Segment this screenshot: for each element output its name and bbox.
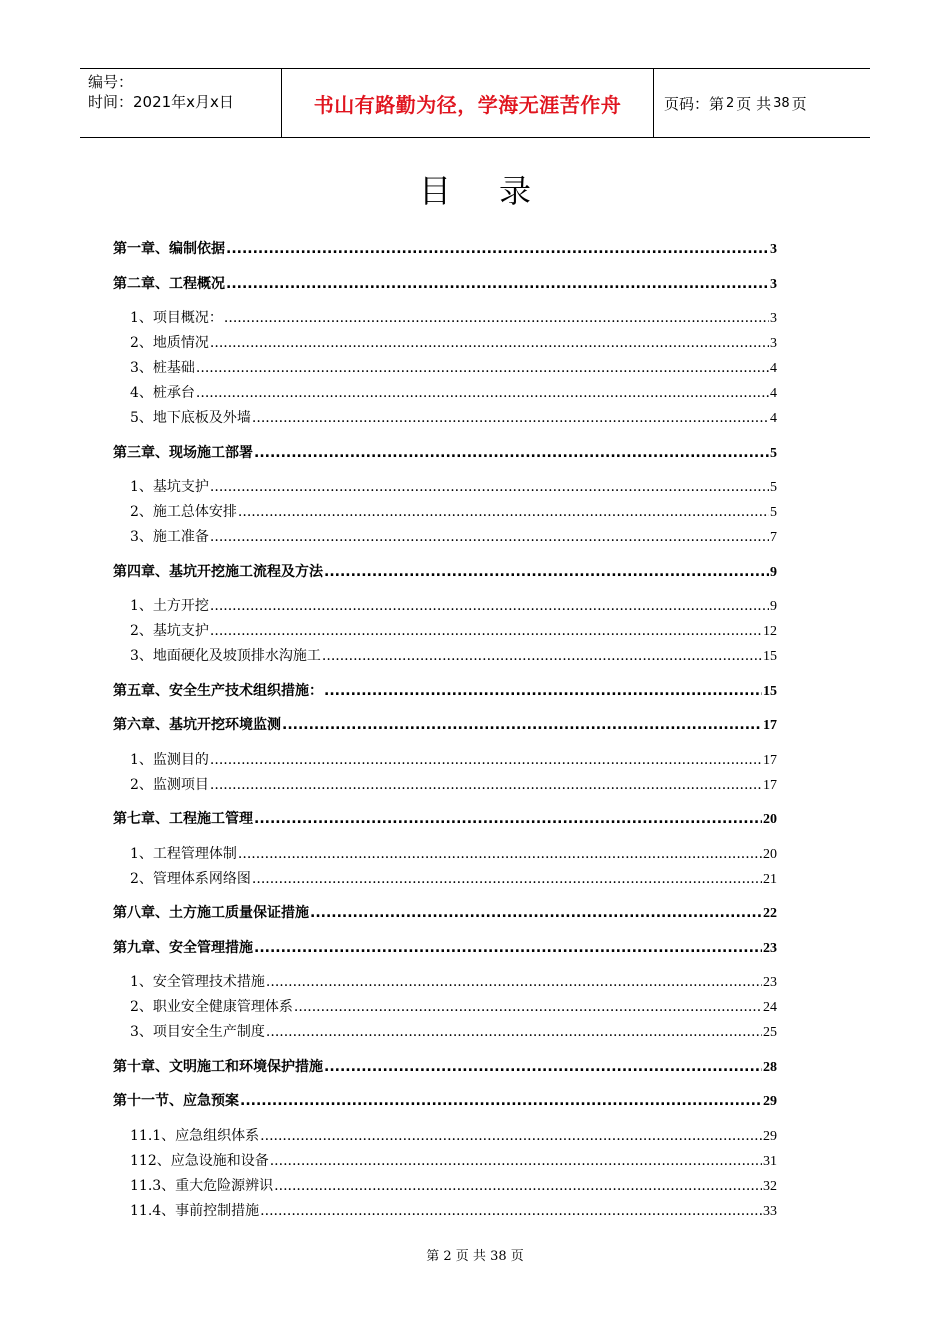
motto-text: 书山有路勤为径，学海无涯苦作舟 [313, 92, 622, 117]
toc-entry-text: 第九章、安全管理措施 [113, 939, 253, 956]
toc-page-number: 32 [763, 1178, 777, 1194]
toc-page-number: 17 [763, 718, 777, 733]
toc-entry-text: 1、安全管理技术措施 [130, 974, 265, 990]
toc-page-number: 5 [770, 445, 777, 461]
header-page-cell [654, 69, 870, 137]
page-suffix: 页 [791, 94, 807, 113]
toc-page-number: 9 [770, 599, 777, 614]
toc-entry-text: 2、地质情况 [130, 335, 209, 351]
toc-leader-dots [324, 561, 769, 583]
toc-leader-dots [310, 902, 762, 924]
toc-entry-text: 11.1、应急组织体系 [130, 1127, 260, 1144]
toc-entry-text: 3、项目安全生产制度 [130, 1024, 265, 1040]
footer-suffix: 页 [510, 1249, 524, 1264]
header-motto-cell [282, 69, 654, 137]
toc-leader-dots [260, 1125, 762, 1147]
toc-page-number: 21 [763, 871, 777, 887]
toc-entry-text: 11.4、事前控制措施 [130, 1202, 260, 1219]
toc-section-entry[interactable] [113, 1125, 777, 1147]
toc-leader-dots [282, 714, 762, 736]
toc-entry-text: 112、应急设施和设备 [130, 1152, 269, 1169]
toc-page-number: 5 [770, 505, 777, 520]
toc-chapter-entry[interactable] [113, 442, 777, 464]
toc-entry-text: 第十章、文明施工和环境保护措施 [113, 1058, 323, 1075]
footer-mid: 页 共 [455, 1249, 486, 1264]
toc-entry-text: 1、土方开挖 [130, 598, 209, 614]
toc-page-number: 15 [763, 649, 777, 664]
page-prefix: 页码：第 [664, 94, 725, 113]
toc-page-number: 15 [763, 683, 777, 699]
toc-leader-dots [196, 382, 769, 404]
toc-leader-dots [254, 808, 762, 830]
toc-section-entry[interactable] [113, 774, 777, 796]
page-total: 38 [773, 95, 790, 111]
toc-page-number: 5 [770, 480, 777, 495]
toc-entry-text: 1、工程管理体制 [130, 845, 237, 862]
toc-chapter-entry[interactable] [113, 714, 777, 736]
toc-section-entry[interactable] [113, 1200, 777, 1222]
toc-entry-text: 第五章、安全生产技术组织措施： [113, 682, 323, 699]
toc-page-number: 3 [770, 276, 777, 292]
toc-leader-dots [210, 774, 762, 796]
toc-leader-dots [252, 868, 762, 890]
page-header [80, 68, 870, 138]
toc-page-number: 12 [763, 624, 777, 639]
toc-section-entry[interactable] [113, 749, 777, 771]
toc-chapter-entry[interactable] [113, 561, 777, 583]
toc-page-number: 17 [763, 777, 777, 793]
toc-leader-dots [266, 971, 762, 993]
toc-section-entry[interactable] [113, 971, 777, 993]
toc-page-number: 22 [763, 906, 777, 921]
toc-page-number: 31 [763, 1153, 777, 1169]
toc-entry-text: 第一章、编制依据 [113, 241, 225, 257]
toc-page-number: 7 [770, 530, 777, 545]
footer-current: 2 [443, 1249, 452, 1264]
toc-page-number: 33 [763, 1203, 777, 1219]
toc-page-number: 9 [770, 564, 777, 580]
toc-section-entry[interactable] [113, 382, 777, 404]
toc-leader-dots [238, 843, 762, 865]
toc-leader-dots [254, 937, 762, 959]
toc-chapter-entry[interactable] [113, 937, 777, 959]
toc-entry-text: 2、管理体系网络图 [130, 870, 251, 887]
toc-leader-dots [266, 1021, 762, 1043]
toc-leader-dots [210, 526, 769, 548]
toc-entry-text: 2、施工总体安排 [130, 504, 237, 520]
toc-entry-text: 第二章、工程概况 [113, 275, 225, 292]
toc-leader-dots [210, 749, 762, 771]
toc-page-number: 3 [770, 242, 777, 257]
toc-leader-dots [274, 1175, 762, 1197]
toc-chapter-entry[interactable] [113, 680, 777, 702]
toc-leader-dots [224, 307, 769, 329]
toc-entry-text: 第三章、现场施工部署 [113, 444, 253, 461]
toc-page-number: 20 [763, 846, 777, 862]
toc-section-entry[interactable] [113, 501, 777, 523]
toc-page-number: 28 [763, 1059, 777, 1075]
toc-leader-dots [252, 407, 769, 429]
toc-section-entry[interactable] [113, 645, 777, 667]
toc-entry-text: 5、地下底板及外墙 [130, 410, 251, 426]
toc-leader-dots [324, 680, 762, 702]
toc-page-number: 29 [763, 1128, 777, 1144]
toc-leader-dots [260, 1200, 762, 1222]
toc-page-number: 20 [763, 812, 777, 827]
toc-chapter-entry[interactable] [113, 1090, 777, 1112]
toc-leader-dots [270, 1150, 762, 1172]
toc-leader-dots [254, 442, 769, 464]
toc-section-entry[interactable] [113, 407, 777, 429]
toc-chapter-entry[interactable] [113, 273, 777, 295]
toc-section-entry[interactable] [113, 996, 777, 1018]
footer-prefix: 第 [426, 1249, 440, 1264]
toc-section-entry[interactable] [113, 526, 777, 548]
toc-leader-dots [210, 332, 769, 354]
toc-section-entry[interactable] [113, 332, 777, 354]
toc-leader-dots [210, 595, 769, 617]
toc-leader-dots [210, 620, 762, 642]
toc-section-entry[interactable] [113, 1150, 777, 1172]
header-left-cell [80, 69, 282, 137]
toc-entry-text: 4、桩承台 [130, 385, 195, 401]
toc-entry-text: 第八章、土方施工质量保证措施 [113, 905, 309, 921]
page-current: 2 [726, 95, 735, 111]
toc-entry-text: 3、桩基础 [130, 360, 195, 376]
toc-entry-text: 3、地面硬化及坡顶排水沟施工 [130, 648, 321, 664]
toc-leader-dots [226, 238, 769, 260]
doc-number-label: 编号： [88, 73, 134, 91]
toc-page-number: 17 [763, 752, 777, 768]
toc-leader-dots [210, 476, 769, 498]
toc-entry-text: 1、基坑支护 [130, 479, 209, 495]
toc-leader-dots [324, 1056, 762, 1078]
toc-entry-text: 第四章、基坑开挖施工流程及方法 [113, 563, 323, 580]
toc-leader-dots [240, 1090, 762, 1112]
toc-section-entry[interactable] [113, 307, 777, 329]
toc-leader-dots [196, 357, 769, 379]
toc-page-number: 3 [770, 311, 777, 326]
toc-chapter-entry[interactable] [113, 808, 777, 830]
toc-leader-dots [294, 996, 762, 1018]
toc-page-number: 4 [770, 411, 777, 426]
toc-entry-text: 2、职业安全健康管理体系 [130, 999, 293, 1015]
toc-leader-dots [322, 645, 762, 667]
footer-total: 38 [490, 1249, 507, 1264]
toc-entry-text: 1、监测目的 [130, 751, 209, 768]
toc-entry-text: 第六章、基坑开挖环境监测 [113, 717, 281, 733]
toc-leader-dots [238, 501, 769, 523]
toc-entry-text: 1、项目概况： [130, 310, 223, 326]
toc-chapter-entry[interactable] [113, 238, 777, 260]
page-footer [0, 1245, 950, 1264]
toc-page-number: 4 [770, 386, 777, 401]
toc-page-number: 3 [770, 336, 777, 351]
toc-section-entry[interactable] [113, 357, 777, 379]
toc-leader-dots [226, 273, 769, 295]
toc-page-number: 25 [763, 1025, 777, 1040]
toc-section-entry[interactable] [113, 843, 777, 865]
toc-page-number: 24 [763, 1000, 777, 1015]
toc-entry-text: 11.3、重大危险源辨识 [130, 1177, 274, 1194]
toc-section-entry[interactable] [113, 620, 777, 642]
toc-section-entry[interactable] [113, 595, 777, 617]
toc-page-number: 29 [763, 1094, 777, 1109]
toc-page-number: 23 [763, 940, 777, 956]
toc-section-entry[interactable] [113, 1021, 777, 1043]
toc-entry-text: 2、基坑支护 [130, 623, 209, 639]
toc-entry-text: 3、施工准备 [130, 529, 209, 545]
toc-page-number: 23 [763, 975, 777, 990]
toc-entry-text: 2、监测项目 [130, 776, 209, 793]
toc-entry-text: 第十一节、应急预案 [113, 1093, 239, 1109]
toc-page-number: 4 [770, 361, 777, 376]
toc-section-entry[interactable] [113, 1175, 777, 1197]
date-label: 时间：2021年x月x日 [88, 93, 234, 111]
toc-entry-text: 第七章、工程施工管理 [113, 811, 253, 827]
page-mid: 页 共 [736, 94, 772, 113]
toc-chapter-entry[interactable] [113, 1056, 777, 1078]
toc-chapter-entry[interactable] [113, 902, 777, 924]
toc-section-entry[interactable] [113, 868, 777, 890]
page-title: 目录 [418, 172, 579, 210]
toc-section-entry[interactable] [113, 476, 777, 498]
